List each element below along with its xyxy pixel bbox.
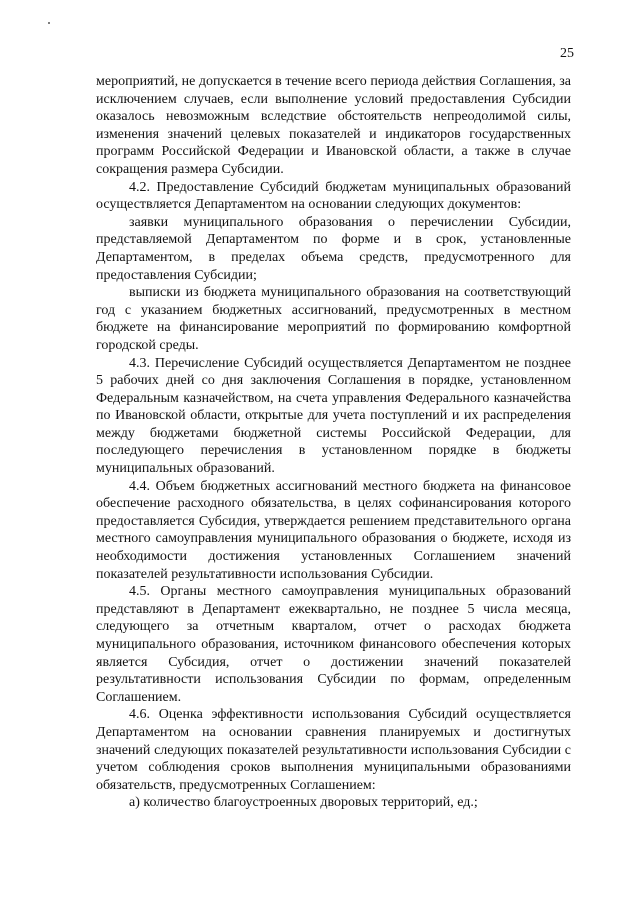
paragraph-4-3: 4.3. Перечисление Субсидий осуществляется Департаментом не позднее 5 рабочих дней со дня заключения Соглашения в порядке, установленном Федеральным казначейством, на счета управления Федерального казначейства по Ивановской области, открытые для учета поступлений и их распределения между бюджетами бюджетной системы Российской Федерации, для последующего перечисления в установленном порядке в бюджеты муниципальных образований. (96, 355, 571, 477)
paragraph-4-4: 4.4. Объем бюджетных ассигнований местного бюджета на финансовое обеспечение расходного обязательства, в целях софинансирования которого предоставляется Субсидия, утверждается решением представительного органа местного самоуправления муниципального образования о бюджете, исходя из необходимости достижения установленных Соглашением значений показателей результативности использования Субсидии. (96, 478, 571, 582)
paragraph-budget-extracts: выписки из бюджета муниципального образования на соответствующий год с указанием бюджетных ассигнований, предусмотренных в местном бюджете на финансирование мероприятий по формированию комфортной городской среды. (96, 285, 571, 353)
paragraph-4-6: 4.6. Оценка эффективности использования Субсидий осуществляется Департаментом на основании сравнения планируемых и достигнутых значений следующих показателей результативности использования Субсидии с учетом соблюдения сроков выполнения муниципальными образованиями обязательств, предусмотренных Соглашением: (96, 707, 571, 793)
page-number: 25 (560, 46, 574, 61)
paragraph-4-2: 4.2. Предоставление Субсидий бюджетам муниципальных образований осуществляется Департаментом на основании следующих документов: (96, 179, 571, 213)
paragraph-applications: заявки муниципального образования о перечислении Субсидии, представляемой Департаментом по форме и в срок, установленные Департаментом, в пределах объема средств, предусмотренного для предоставления Субсидии; (96, 214, 571, 283)
paragraph-4-5: 4.5. Органы местного самоуправления муниципальных образований представляют в Департамент ежеквартально, не позднее 5 числа месяца, следующего за отчетным кварталом, отчет о расходах бюджета муниципального образования, источником финансового обеспечения которых является Субсидия, отчет о достижении значений показателей результативности использования Субсидии по формам, определенным Соглашением. (96, 584, 571, 705)
document-body (96, 73, 571, 812)
paragraph-continuation: мероприятий, не допускается в течение всего периода действия Соглашения, за исключением случаев, если выполнение условий предоставления Субсидии оказалось невозможным вследствие обстоятельств непреодолимой силы, изменения значений целевых показателей и индикаторов государственных программ Российской Федерации и Ивановской области, а также в случае сокращения размера Субсидии. (96, 74, 571, 177)
scan-artifact (48, 22, 50, 24)
list-item-a: а) количество благоустроенных дворовых территорий, ед.; (129, 795, 478, 811)
